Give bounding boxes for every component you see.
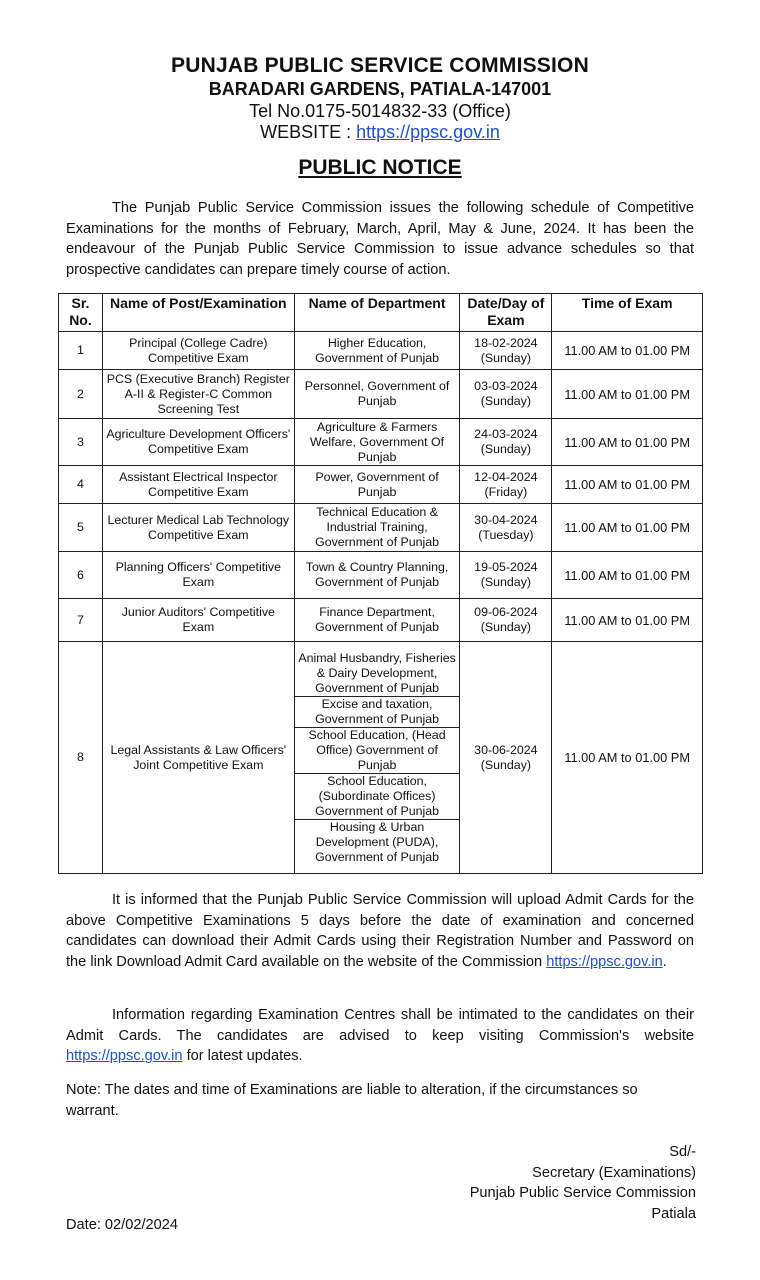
table-row: [59, 419, 703, 466]
exam-schedule-table: [58, 293, 703, 874]
exam-centre-paragraph: Information regarding Examination Centres shall be intimated to the candidates on their Admit Cards. The candidates are advised to keep visiting Commission's website https://ppsc.gov.in for latest updates.: [66, 1007, 694, 1065]
post-cell: Lecturer Medical Lab Technology Competitive Exam: [102, 504, 294, 552]
time-cell: 11.00 AM to 01.00 PM: [552, 504, 703, 552]
table-row: [59, 332, 703, 370]
sr-no-cell: 5: [59, 504, 103, 552]
post-cell: Agriculture Development Officers' Competitive Exam: [102, 419, 294, 466]
sr-no-cell: 8: [59, 642, 103, 874]
date-cell: 03-03-2024 (Sunday): [460, 370, 552, 419]
time-cell: 11.00 AM to 01.00 PM: [552, 370, 703, 419]
department-sub-cell: School Education, (Subordinate Offices) Government of Punjab: [295, 774, 460, 820]
post-cell: Junior Auditors' Competitive Exam: [102, 599, 294, 642]
department-cell: Agriculture & Farmers Welfare, Government Of Punjab: [294, 419, 460, 466]
header-sr-no: Sr. No.: [59, 294, 103, 332]
header-post: Name of Post/Examination: [102, 294, 294, 332]
department-cell: Higher Education, Government of Punjab: [294, 332, 460, 370]
header-date: Date/Day of Exam: [460, 294, 552, 332]
time-cell: 11.00 AM to 01.00 PM: [552, 419, 703, 466]
time-cell: 11.00 AM to 01.00 PM: [552, 466, 703, 504]
table-row: [59, 504, 703, 552]
date-cell: 19-05-2024 (Sunday): [460, 552, 552, 599]
intro-paragraph: The Punjab Public Service Commission issues the following schedule of Competitive Examinations for the months of February, March, April, May & June, 2024. It has been the endeavour of the Punjab Public Service Commission to issue advance schedules so that prospective candidates can prepare timely course of action.: [66, 200, 694, 279]
note-text: Note: The dates and time of Examinations are liable to alteration, if the circumstances so warrant.: [66, 1082, 638, 1119]
website-label: WEBSITE :: [260, 122, 357, 142]
date-cell: 18-02-2024 (Sunday): [460, 332, 552, 370]
table-row: [59, 370, 703, 419]
date-cell: 24-03-2024 (Sunday): [460, 419, 552, 466]
department-cell: Power, Government of Punjab: [294, 466, 460, 504]
org-name: PUNJAB PUBLIC SERVICE COMMISSION: [171, 54, 589, 77]
time-cell: 11.00 AM to 01.00 PM: [552, 642, 703, 874]
website-link[interactable]: https://ppsc.gov.in: [356, 122, 500, 142]
sr-no-cell: 2: [59, 370, 103, 419]
time-cell: 11.00 AM to 01.00 PM: [552, 552, 703, 599]
post-cell: PCS (Executive Branch) Register A-II & Register-C Common Screening Test: [102, 370, 294, 419]
table-row: [59, 552, 703, 599]
table-row: [59, 466, 703, 504]
time-cell: 11.00 AM to 01.00 PM: [552, 599, 703, 642]
date-cell: 30-06-2024 (Sunday): [460, 642, 552, 874]
admit-card-website-link[interactable]: https://ppsc.gov.in: [546, 954, 663, 971]
department-sub-cell: Animal Husbandry, Fisheries & Dairy Development, Government of Punjab: [295, 651, 460, 697]
date-cell: 12-04-2024 (Friday): [460, 466, 552, 504]
sr-no-cell: 3: [59, 419, 103, 466]
department-cell: [294, 642, 460, 874]
date-cell: 09-06-2024 (Sunday): [460, 599, 552, 642]
org-website: [0, 122, 760, 143]
admit-card-paragraph: It is informed that the Punjab Public Service Commission will upload Admit Cards for the above Competitive Examinations 5 days before the date of examination and concerned candidates can download their Admit Cards using their Registration Number and Password on the link Download Admit Card available on the website of the Commission https://ppsc.gov.in.: [66, 892, 694, 971]
department-sub-cell: Housing & Urban Development (PUDA), Government of Punjab: [315, 819, 440, 864]
header-department: Name of Department: [294, 294, 460, 332]
org-telephone: Tel No.0175-5014832-33 (Office): [249, 101, 511, 121]
table-row: [59, 642, 703, 874]
post-cell: Assistant Electrical Inspector Competitive Exam: [102, 466, 294, 504]
post-cell: Principal (College Cadre) Competitive Exam: [102, 332, 294, 370]
department-cell: Technical Education & Industrial Training, Government of Punjab: [294, 504, 460, 552]
org-address: BARADARI GARDENS, PATIALA-147001: [208, 79, 552, 99]
sr-no-cell: 7: [59, 599, 103, 642]
header-time: Time of Exam: [552, 294, 703, 332]
sr-no-cell: 1: [59, 332, 103, 370]
signature-org: Punjab Public Service Commission: [469, 1185, 696, 1202]
table-header-row: [59, 294, 703, 332]
post-cell: Legal Assistants & Law Officers' Joint Competitive Exam: [102, 642, 294, 874]
department-sub-cell: Excise and taxation, Government of Punjab: [295, 697, 460, 728]
exam-centre-website-link[interactable]: https://ppsc.gov.in: [66, 1048, 183, 1065]
department-cell: Finance Department, Government of Punjab: [294, 599, 460, 642]
department-cell: Town & Country Planning, Government of Punjab: [294, 552, 460, 599]
department-cell: Personnel, Government of Punjab: [294, 370, 460, 419]
sr-no-cell: 4: [59, 466, 103, 504]
table-row: [59, 599, 703, 642]
department-sub-cell: School Education, (Head Office) Government of Punjab: [295, 728, 460, 774]
signature-designation: Secretary (Examinations): [532, 1164, 696, 1181]
notice-title: PUBLIC NOTICE: [298, 156, 462, 179]
signature-place: Patiala: [651, 1206, 696, 1223]
notice-date: Date: 02/02/2024: [66, 1217, 178, 1233]
time-cell: 11.00 AM to 01.00 PM: [552, 332, 703, 370]
sr-no-cell: 6: [59, 552, 103, 599]
signature-sd: Sd/-: [669, 1144, 696, 1160]
post-cell: Planning Officers' Competitive Exam: [102, 552, 294, 599]
signature-block: [470, 1142, 696, 1225]
date-cell: 30-04-2024 (Tuesday): [460, 504, 552, 552]
